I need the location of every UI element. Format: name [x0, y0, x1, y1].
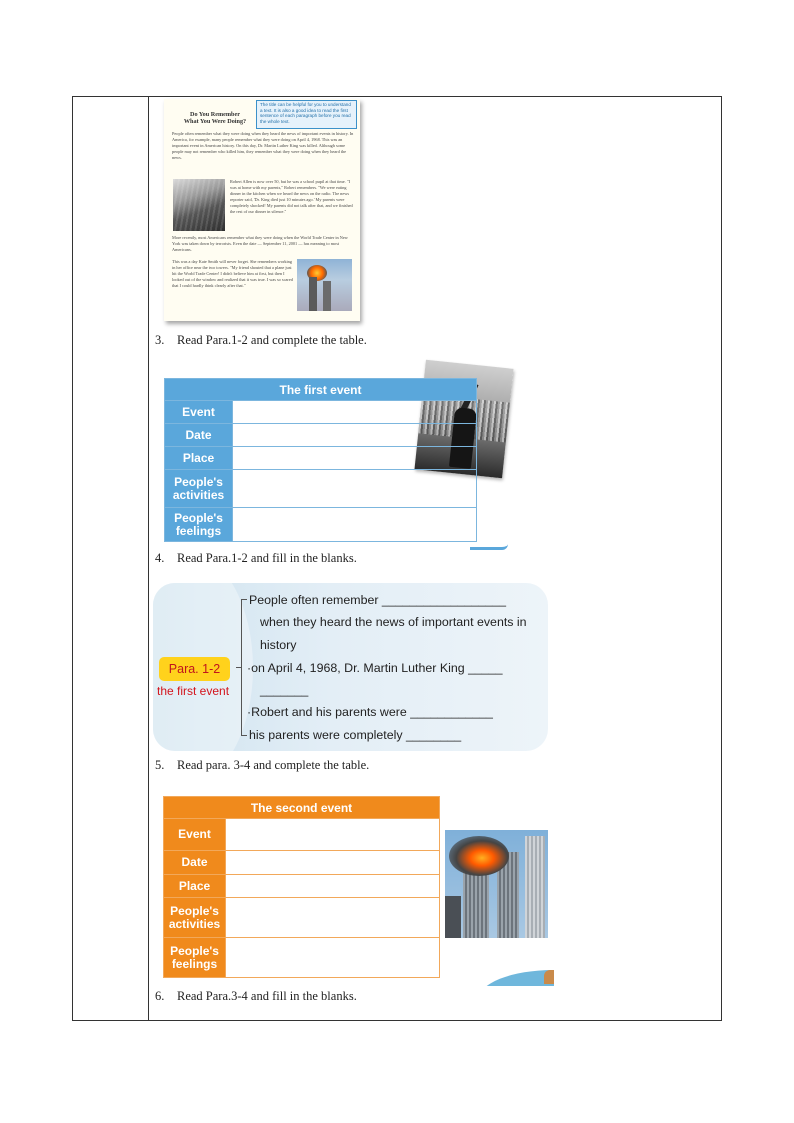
row-label-date: Date [164, 851, 226, 875]
table-header: The second event [164, 797, 440, 819]
question-text: Read Para.3-4 and fill in the blanks. [177, 989, 357, 1003]
question-number: 3. [155, 333, 165, 347]
answer-cell[interactable] [233, 447, 477, 470]
answer-cell[interactable] [233, 508, 477, 542]
question-text: Read Para.1-2 and fill in the blanks. [177, 551, 357, 565]
question-number: 6. [155, 989, 165, 1003]
reading-para-4: This was a day Kate Smith will never forget. She remembers working in her office near the two towers. "My friend shouted that a plane just hit the World Trade Center! I didn't believe him at first, but then I looked out of the window and realized that it was true. I was so scared that I could hardly think clearly after that." [172, 259, 293, 289]
question-number: 4. [155, 551, 165, 565]
towers-photo [297, 259, 352, 311]
table-header: The first event [165, 379, 477, 401]
textbook-page-image [164, 99, 360, 321]
question-text: Read Para.1-2 and complete the table. [177, 333, 367, 347]
reading-title: Do You Remember What You Were Doing? [183, 111, 247, 125]
row-label-place: Place [165, 447, 233, 470]
row-label-place: Place [164, 875, 226, 898]
row-label-event: Event [165, 401, 233, 424]
crowd-photo [173, 179, 225, 231]
decorative-swoosh [470, 544, 508, 550]
blank-line-7: his parents were completely ________ [249, 728, 462, 742]
answer-cell[interactable] [233, 401, 477, 424]
question-3 [155, 333, 367, 348]
row-label-date: Date [165, 424, 233, 447]
reading-para-2: Robert Allen is now over 50, but he was a school pupil at that time. "I was at home with my parents," Robert remembers. "We were eating dinner in the kitchen when we heard the news on the radio. The news reporter said, 'Dr. King died just 10 minutes ago.' My parents were completely shocked! My parents did not talk after that, and we finished the rest of our dinner in silence." [230, 179, 353, 215]
row-label-feelings: People's feelings [164, 938, 226, 978]
row-label-event: Event [164, 819, 226, 851]
fill-in-blanks-panel [153, 583, 548, 751]
column-divider [148, 97, 149, 1020]
question-text: Read para. 3-4 and complete the table. [177, 758, 370, 772]
blank-line-5: _______ [260, 683, 309, 697]
answer-cell[interactable] [233, 424, 477, 447]
para-badge: Para. 1-2 [159, 657, 230, 681]
answer-cell[interactable] [226, 898, 440, 938]
answer-cell[interactable] [226, 851, 440, 875]
reading-para-3: More recently, most Americans remember what they were doing when the World Trade Center in New York was taken down by terrorists. Even the date — September 11, 2001 — has meaning to most Americans. [172, 235, 348, 253]
row-label-activities: People's activities [164, 898, 226, 938]
question-5 [155, 758, 369, 773]
reading-para-1: People often remember what they were doing when they heard the news of important events in history. In America, for example, many people remember what they were doing on April 4, 1968. This was an important event in American history. On this day, Dr. Martin Luther King was killed. Although some people may not remember who killed him, they remember what they were doing when they heard the news. [172, 131, 354, 161]
blank-line-2: when they heard the news of important events in [260, 615, 527, 629]
event-subtitle: the first event [157, 684, 230, 698]
blank-line-6: ·Robert and his parents were ____________ [247, 705, 493, 719]
decorative-swoosh [478, 968, 554, 986]
question-number: 5. [155, 758, 165, 772]
bracket-tick [236, 667, 242, 668]
row-label-feelings: People's feelings [165, 508, 233, 542]
blank-line-3: history [260, 638, 297, 652]
answer-cell[interactable] [226, 819, 440, 851]
blank-line-1: People often remember __________________ [249, 593, 506, 607]
burning-towers-photo [445, 830, 548, 938]
answer-cell[interactable] [226, 938, 440, 978]
answer-cell[interactable] [226, 875, 440, 898]
row-label-activities: People's activities [165, 470, 233, 508]
blank-line-4: ·on April 4, 1968, Dr. Martin Luther King _____ [247, 661, 503, 675]
answer-cell[interactable] [233, 470, 477, 508]
question-6 [155, 989, 357, 1004]
question-4 [155, 551, 357, 566]
first-event-table [164, 378, 477, 542]
second-event-table [163, 796, 440, 978]
reading-tip-note: The title can be helpful for you to understand a text. It is also a good idea to read the first sentence of each paragraph before you read the whole text. [256, 100, 357, 129]
